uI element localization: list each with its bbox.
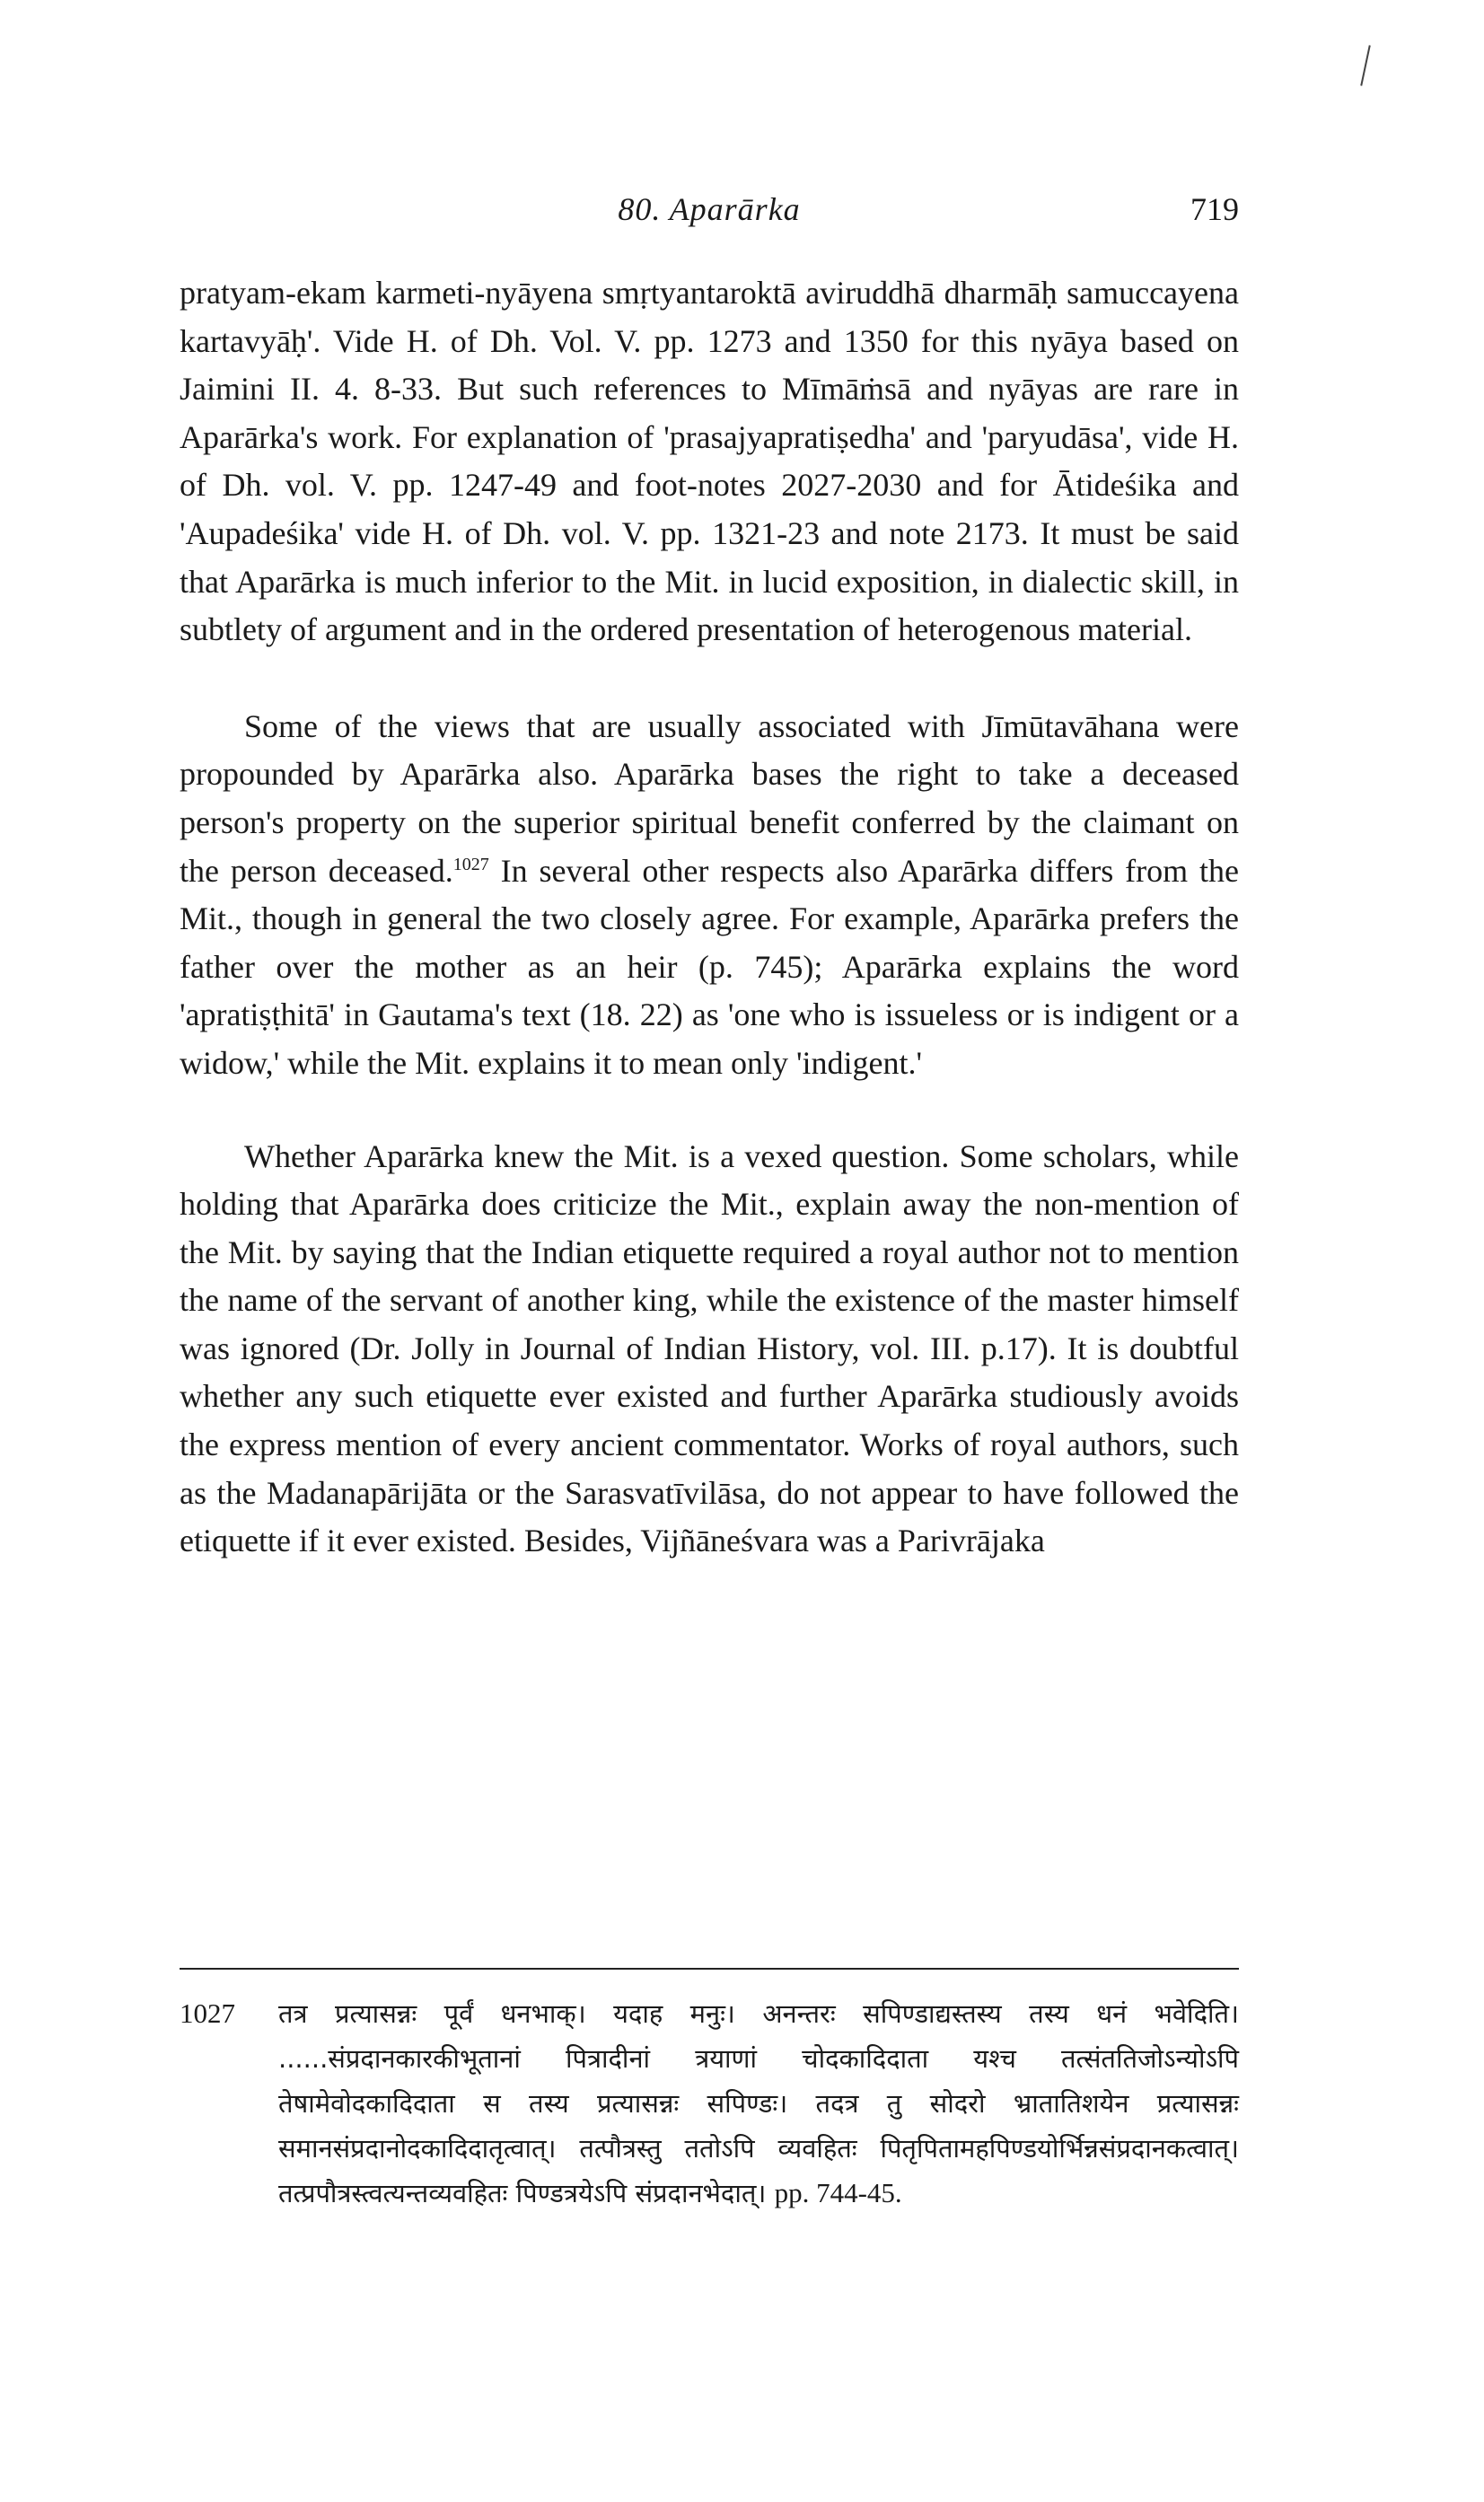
paragraph-1: pratyam-ekam karmeti-nyāyena smṛtyantaroktā aviruddhā dharmāḥ samuccayena kartavyāḥ'. Vide H. of Dh. Vol. V. pp. 1273 and 1350 for this nyāya based on Jaimini II. 4. 8-33. But such references to Mīmāṁsā and nyāyas are rare in Aparārka's work. For explanation of 'prasajyapratiṣedha' and 'paryudāsa', vide H. of Dh. vol. V. pp. 1247-49 and foot-notes 2027-2030 and for Ātideśika and 'Aupadeśika' vide H. of Dh. vol. V. pp. 1321-23 and note 2173. It must be said that Aparārka is much inferior to the Mit. in lucid exposition, in dialectic skill, in subtlety of argument and in the ordered presentation of heterogenous material. — [180, 275, 1239, 648]
paragraph-2 — [180, 703, 1239, 1088]
footnote-text — [278, 1991, 1239, 2216]
page-number: 719 — [1190, 191, 1239, 227]
footnote-reference[interactable]: 1027 — [452, 854, 489, 874]
footnote-sanskrit: तत्र प्रत्यासन्नः पूर्वं धनभाक्। यदाह मनुः। अनन्तरः सपिण्डाद्यस्तस्य तस्य धनं भवेदिति। ......संप्रदानकारकीभूतानां पित्रादीनां त्रयाणां चोदकादिदाता यश्च तत्संततिजोऽन्योऽपि तेषामेवोदकादिदाता स तस्य प्रत्यासन्नः सपिण्डः। तदत्र तु सोदरो भ्रातातिशयेन प्रत्यासन्नः समानसंप्रदानोदकादिदातृत्वात्। तत्पौत्रस्तु ततोऽपि व्यवहितः पितृपितामहपिण्डयोर्भिन्नसंप्रदानकत्वात्। तत्प्रपौत्रस्त्वत्यन्तव्यवहितः पिण्डत्रयेऽपि संप्रदानभेदात्। — [278, 1998, 1239, 2208]
paragraph-2-text-b: In several other respects also Aparārka differs from the Mit., though in general the two closely agree. For example, Aparārka prefers the father over the mother as an heir (p. 745); Aparārka explains the word 'apratiṣṭhitā' in Gautama's text (18. 22) as 'one who is issueless or is indigent or a widow,' while the Mit. explains it to mean only 'indigent.' — [180, 852, 1240, 1081]
margin-pencil-mark — [1360, 45, 1371, 85]
page-header — [180, 190, 1239, 235]
paragraph-2-text-a: Some of the views that are usually associated with Jīmūtavāhana were propounded by Aparārka also. Aparārka bases the right to take a deceased person's property on the superior spiritual benefit conferred by the claimant on the person deceased. — [180, 707, 1239, 889]
footnote-number: 1027 — [180, 1997, 235, 2029]
paragraph-3: Whether Aparārka knew the Mit. is a vexed question. Some scholars, while holding that Aparārka does criticize the Mit., explain away the non-mention of the Mit. by saying that the Indian etiquette required a royal author not to mention the name of the servant of another king, while the existence of the master himself was ignored (Dr. Jolly in Journal of Indian History, vol. III. p.17). It is doubtful whether any such etiquette ever existed and further Aparārka studiously avoids the express mention of every ancient commentator. Works of royal authors, such as the Madanapārijāta or the Sarasvatīvilāsa, do not appear to have followed the etiquette if it ever existed. Besides, Vijñāneśvara was a Parivrājaka — [180, 1137, 1239, 1559]
running-title: 80. Aparārka — [618, 191, 801, 227]
main-text — [180, 269, 1239, 1566]
footnote-divider — [180, 1968, 1239, 1970]
footnote-page-ref: pp. 744-45. — [774, 2177, 902, 2208]
